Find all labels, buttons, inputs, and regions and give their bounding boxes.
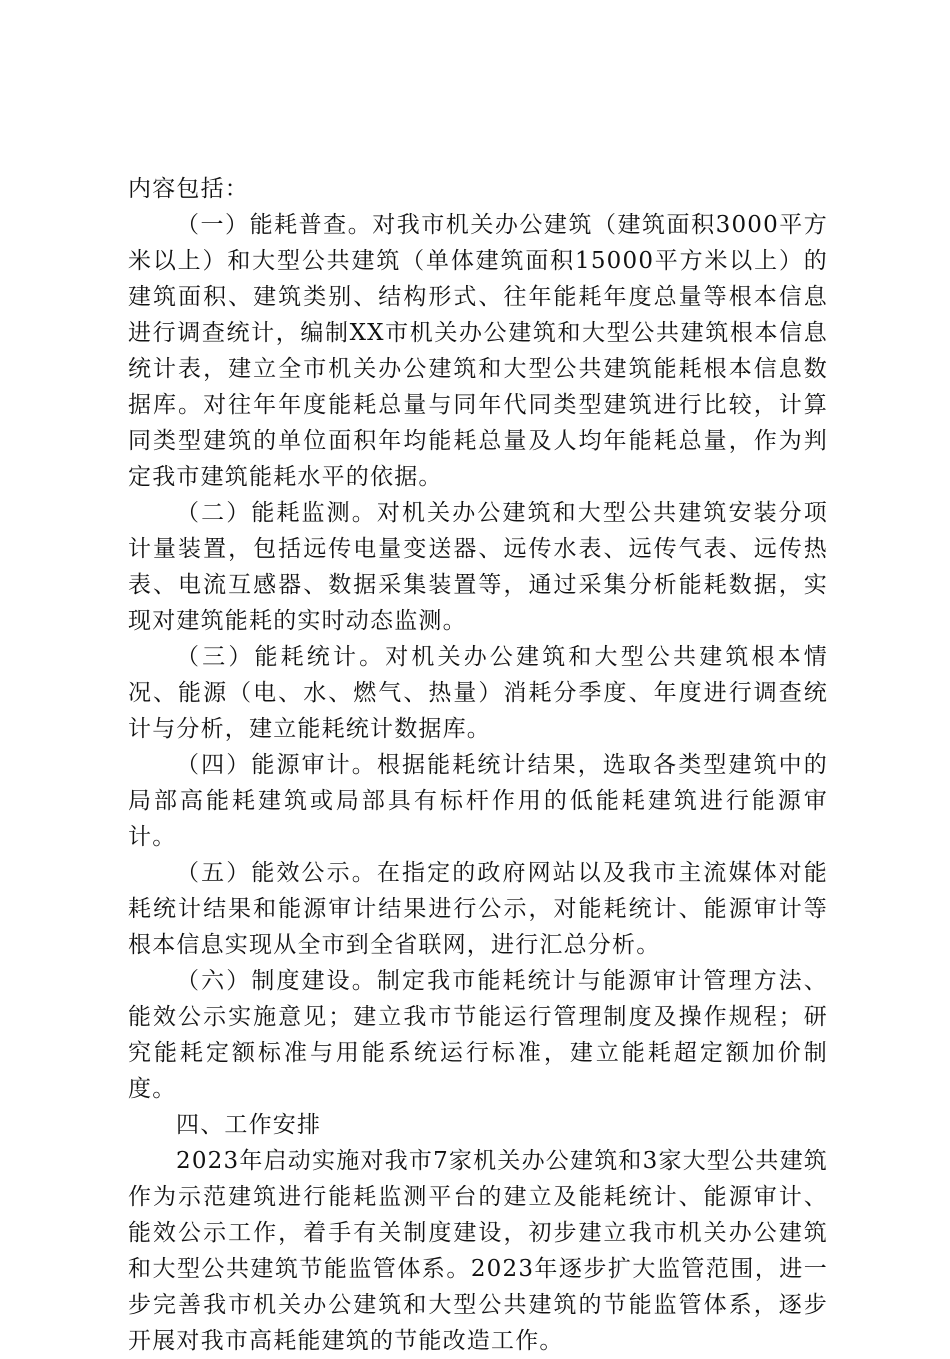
- item-efficiency-disclosure: （五）能效公示。在指定的政府网站以及我市主流媒体对能耗统计结果和能源审计结果进行公示，对能耗统计、能源审计等根本信息实现从全市到全省联网，进行汇总分析。: [128, 860, 828, 958]
- section-body: 2023年启动实施对我市7家机关办公建筑和3家大型公共建筑作为示范建筑进行能耗监测平台的建立及能耗统计、能源审计、能效公示工作，着手有关制度建设，初步建立我市机关办公建筑和大型公共建筑节能监管体系。2023年逐步扩大监管范围，进一步完善我市机关办公建筑和大型公共建筑的节能监管体系，逐步开展对我市高耗能建筑的节能改造工作。: [128, 1148, 828, 1354]
- item-system-building: （六）制度建设。制定我市能耗统计与能源审计管理方法、能效公示实施意见；建立我市节能运行管理制度及操作规程；研究能耗定额标准与用能系统运行标准，建立能耗超定额加价制度。: [128, 968, 828, 1102]
- item-energy-audit: （四）能源审计。根据能耗统计结果，选取各类型建筑中的局部高能耗建筑或局部具有标杆作用的低能耗建筑进行能源审计。: [128, 752, 828, 850]
- item-energy-monitoring: （二）能耗监测。对机关办公建筑和大型公共建筑安装分项计量装置，包括远传电量变送器、远传水表、远传气表、远传热表、电流互感器、数据采集装置等，通过采集分析能耗数据，实现对建筑能耗的实时动态监测。: [128, 500, 828, 634]
- item-energy-survey: （一）能耗普查。对我市机关办公建筑（建筑面积3000平方米以上）和大型公共建筑（单体建筑面积15000平方米以上）的建筑面积、建筑类别、结构形式、往年能耗年度总量等根本信息进行调查统计，编制XX市机关办公建筑和大型公共建筑根本信息统计表，建立全市机关办公建筑和大型公共建筑能耗根本信息数据库。对往年年度能耗总量与同年代同类型建筑进行比较，计算同类型建筑的单位面积年均能耗总量及人均年能耗总量，作为判定我市建筑能耗水平的依据。: [128, 212, 828, 490]
- document-body: [128, 171, 828, 1359]
- intro-paragraph: 内容包括：: [128, 176, 249, 202]
- item-energy-statistics: （三）能耗统计。对机关办公建筑和大型公共建筑根本情况、能源（电、水、燃气、热量）消耗分季度、年度进行调查统计与分析，建立能耗统计数据库。: [128, 644, 828, 742]
- section-heading: 四、工作安排: [176, 1112, 322, 1138]
